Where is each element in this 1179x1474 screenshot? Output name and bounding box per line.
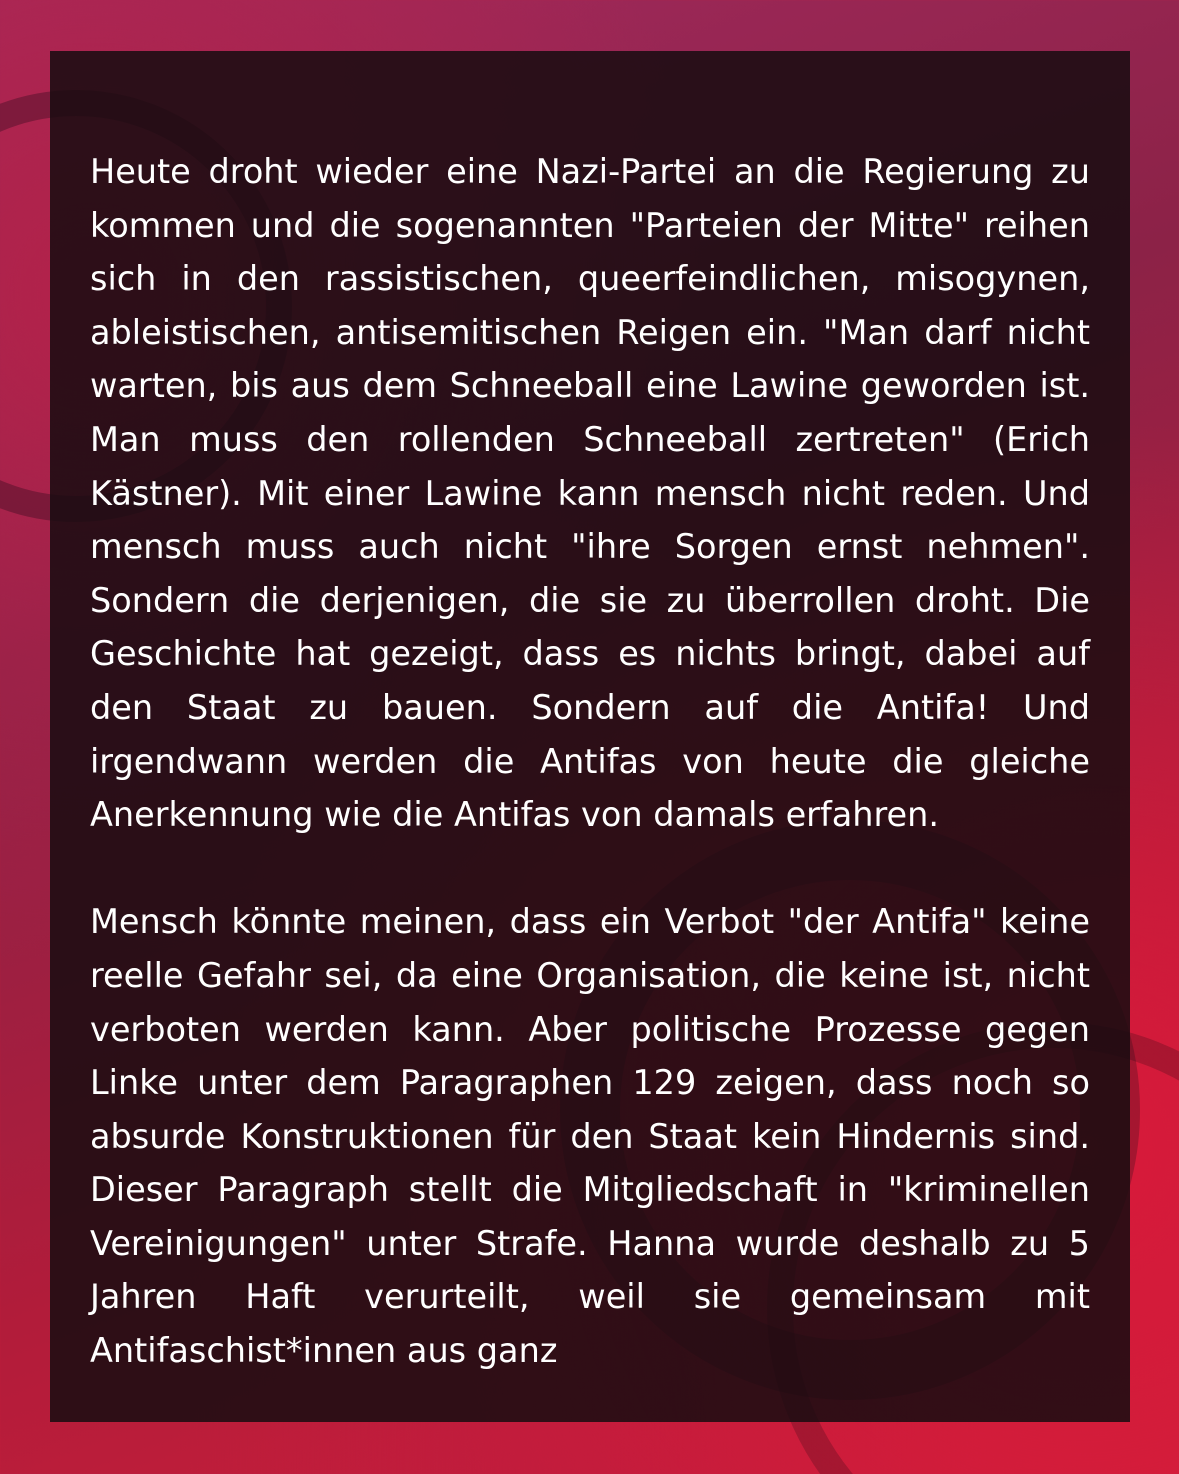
paragraph-intro: Heute droht wieder eine Nazi-Partei an die Regierung zu kommen und die sogenannten "Parteien der Mitte" reihen sich in den rassistischen, queerfeindlichen, misogynen, ableistischen, antisemitischen Reigen ein. "Man darf nicht warten, bis aus dem Schneeball eine Lawine geworden ist. Man muss den rollenden Schneeball zertreten" (Erich Kästner). Mit einer Lawine kann mensch nicht reden. Und mensch muss auch nicht "ihre Sorgen ernst nehmen". Sondern die derjenigen, die sie zu überrollen droht. Die Geschichte hat gezeigt, dass es nichts bringt, dabei auf den Staat zu bauen. Sondern auf die Antifa! Und irgendwann werden die Antifas von heute die gleiche Anerkennung wie die Antifas von damals erfahren. (90, 152, 1090, 835)
paragraph-verbot: Mensch könnte meinen, dass ein Verbot "der Antifa" keine reelle Gefahr sei, da eine Organisation, die keine ist, nicht verboten werden kann. Aber politische Prozesse gegen Linke unter dem Paragraphen 129 zeigen, dass noch so absurde Konstruktionen für den Staat kein Hindernis sind. Dieser Paragraph stellt die Mitgliedschaft in "kriminellen Vereinigungen" unter Strafe. Hanna wurde deshalb zu 5 Jahren Haft verurteilt, weil sie gemeinsam mit Antifaschist*innen aus ganz (90, 902, 1090, 1371)
text-panel (50, 51, 1130, 1422)
